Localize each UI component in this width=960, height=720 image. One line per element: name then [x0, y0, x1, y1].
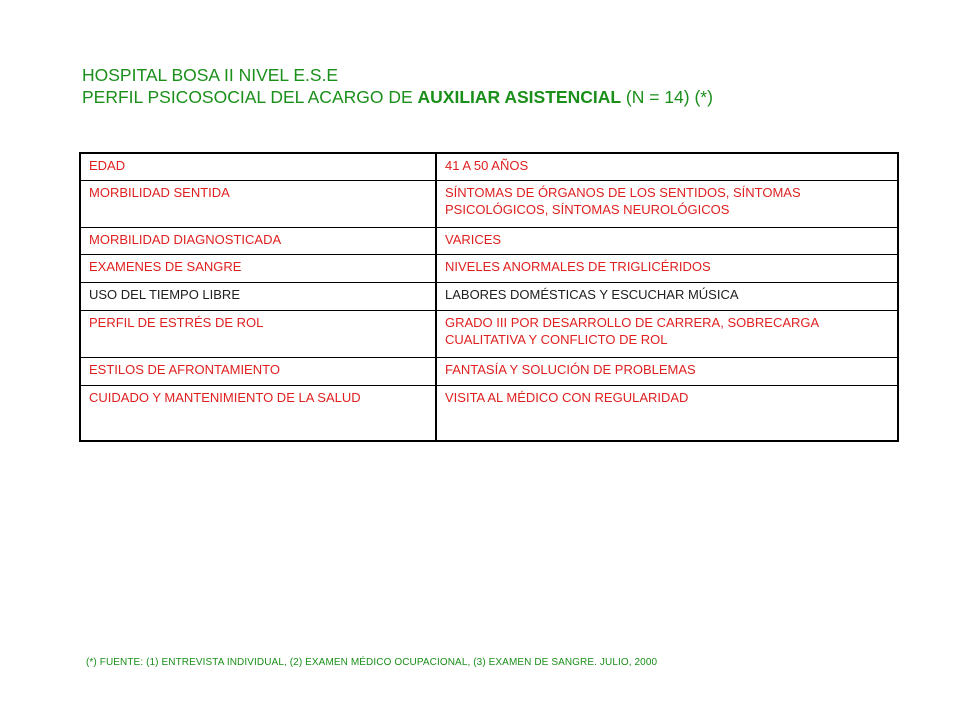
row-label: MORBILIDAD SENTIDA — [80, 180, 436, 227]
row-label: CUIDADO Y MANTENIMIENTO DE LA SALUD — [80, 385, 436, 441]
row-value: FANTASÍA Y SOLUCIÓN DE PROBLEMAS — [445, 361, 696, 377]
row-value: GRADO III POR DESARROLLO DE CARRERA, SOBRECARGA CUALITATIVA Y CONFLICTO DE ROL — [445, 314, 819, 347]
title-line-2 — [82, 86, 713, 108]
title-suffix: (N = 14) (*) — [621, 87, 713, 107]
row-label: PERFIL DE ESTRÉS DE ROL — [80, 310, 436, 357]
table-row — [80, 282, 898, 310]
row-label: USO DEL TIEMPO LIBRE — [80, 282, 436, 310]
title-line-1: HOSPITAL BOSA II NIVEL E.S.E — [82, 65, 339, 85]
row-value: VISITA AL MÉDICO CON REGULARIDAD — [445, 389, 689, 405]
profile-table — [79, 152, 899, 442]
footnote: (*) FUENTE: (1) ENTREVISTA INDIVIDUAL, (2) EXAMEN MÉDICO OCUPACIONAL, (3) EXAMEN DE SANGRE. JULIO, 2000 — [86, 657, 658, 668]
table-row — [80, 385, 898, 441]
table-row — [80, 153, 898, 180]
table-row — [80, 310, 898, 357]
table-row — [80, 254, 898, 282]
row-value: NIVELES ANORMALES DE TRIGLICÉRIDOS — [445, 258, 711, 274]
page-title — [82, 64, 713, 108]
title-role: AUXILIAR ASISTENCIAL — [417, 87, 622, 107]
row-label: EDAD — [80, 153, 436, 180]
table-row — [80, 180, 898, 227]
row-label: EXAMENES DE SANGRE — [80, 254, 436, 282]
row-value: SÍNTOMAS DE ÓRGANOS DE LOS SENTIDOS, SÍNTOMAS PSICOLÓGICOS, SÍNTOMAS NEUROLÓGICOS — [445, 184, 801, 217]
row-value: VARICES — [445, 231, 502, 247]
title-prefix: PERFIL PSICOSOCIAL DEL ACARGO DE — [82, 87, 418, 107]
row-label: MORBILIDAD DIAGNOSTICADA — [80, 227, 436, 254]
row-label: ESTILOS DE AFRONTAMIENTO — [80, 357, 436, 385]
row-value: 41 A 50 AÑOS — [445, 158, 529, 173]
table-row — [80, 227, 898, 254]
row-value: LABORES DOMÉSTICAS Y ESCUCHAR MÚSICA — [445, 286, 739, 302]
table-row — [80, 357, 898, 385]
